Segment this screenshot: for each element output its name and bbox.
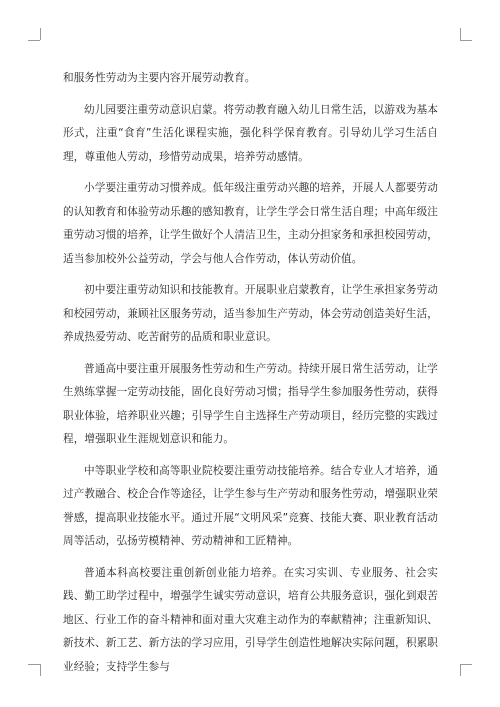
document-body xyxy=(63,67,438,679)
paragraph-continued: 和服务性劳动为主要内容开展劳动教育。 xyxy=(63,72,256,84)
paragraph-primary-school: 小学要注重劳动习惯养成。低年级注重劳动兴趣的培养，开展人人都要劳动的认知教育和体验劳动乐趣的感知教育，让学生学会日常生活自理；中高年级注重劳动习惯的培养，让学生做好个人清洁卫生，主动分担家务和承担校园劳动，适当参加校外公益劳动，学会与他人合作劳动，体认劳动价值。 xyxy=(63,182,438,265)
paragraph-kindergarten: 幼儿园要注重劳动意识启蒙。将劳动教育融入幼儿日常生活，以游戏为基本形式，注重“食育”生活化课程实施，强化科学保育教育。引导幼儿学习生活自理，尊重他人劳动，珍惜劳动成果，培养劳动感情。 xyxy=(63,103,438,163)
paragraph-vocational: 中等职业学校和高等职业院校要注重劳动技能培养。结合专业人才培养，通过产教融合、校企合作等途径，让学生参与生产劳动和服务性劳动，增强职业荣誉感，提高职业技能水平。通过开展“文明风采”竞赛、技能大赛、职业教育活动周等活动，弘扬劳模精神、劳动精神和工匠精神。 xyxy=(63,464,438,547)
paragraph-senior-high: 普通高中要注重开展服务性劳动和生产劳动。持续开展日常生活劳动，让学生熟练掌握一定劳动技能，固化良好劳动习惯；指导学生参加服务性劳动，获得职业体验，培养职业兴趣；引导学生自主选择生产劳动项目，经历完整的实践过程，增强职业生涯规划意识和能力。 xyxy=(63,362,438,445)
paragraph-junior-high: 初中要注重劳动知识和技能教育。开展职业启蒙教育，让学生承担家务劳动和校园劳动，兼顾社区服务劳动，适当参加生产劳动，体会劳动创造美好生活，养成热爱劳动、吃苦耐劳的品质和职业意识。 xyxy=(63,284,438,343)
paragraph-university: 普通本科高校要注重创新创业能力培养。在实习实训、专业服务、社会实践、勤工助学过程中，增强学生诚实劳动意识，培育公共服务意识，强化到艰苦地区、行业工作的奋斗精神和面对重大灾难主动作为的奉献精神；注重新知识、新技术、新工艺、新方法的学习应用，引导学生创造性地解决实际问题，积累职业经验；支持学生参与 xyxy=(63,566,438,673)
